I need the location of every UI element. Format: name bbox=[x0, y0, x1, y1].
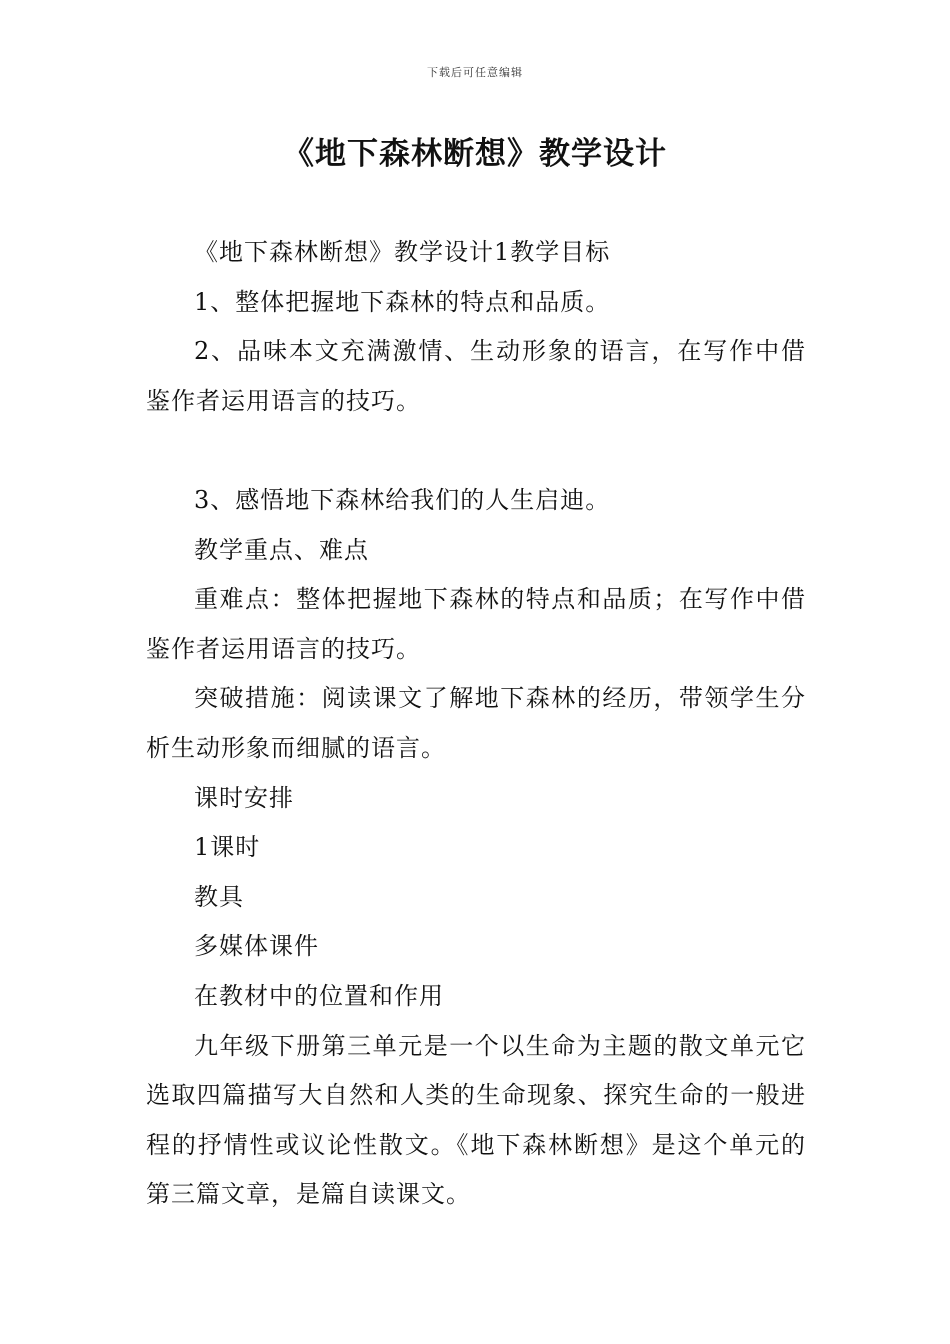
key-difficulties: 重难点：整体把握地下森林的特点和品质；在写作中借鉴作者运用语言的技巧。 bbox=[146, 585, 806, 663]
objective-2: 2、品味本文充满激情、生动形象的语言，在写作中借鉴作者运用语言的技巧。 bbox=[146, 337, 806, 415]
breakthrough-measures: 突破措施：阅读课文了解地下森林的经历，带领学生分析生动形象而细腻的语言。 bbox=[146, 684, 806, 762]
section-heading-tools: 教具 bbox=[194, 882, 244, 911]
section-heading-key-points: 教学重点、难点 bbox=[194, 535, 369, 564]
objective-3: 3、感悟地下森林给我们的人生启迪。 bbox=[194, 485, 611, 514]
section-heading-schedule: 课时安排 bbox=[194, 783, 294, 812]
section-heading-position: 在教材中的位置和作用 bbox=[194, 981, 444, 1010]
page-header-note: 下载后可任意编辑 bbox=[427, 66, 523, 79]
section-heading-objectives: 《地下森林断想》教学设计1教学目标 bbox=[194, 238, 611, 266]
objective-1: 1、整体把握地下森林的特点和品质。 bbox=[194, 287, 611, 316]
position-paragraph: 九年级下册第三单元是一个以生命为主题的散文单元它选取四篇描写大自然和人类的生命现象、探究生命的一般进程的抒情性或议论性散文。《地下森林断想》是这个单元的第三篇文章，是篇自读课文。 bbox=[146, 1031, 806, 1209]
schedule-value: 1课时 bbox=[194, 833, 261, 862]
document-body bbox=[146, 228, 806, 1220]
tools-value: 多媒体课件 bbox=[194, 932, 319, 961]
document-title: 《地下森林断想》教学设计 bbox=[283, 136, 667, 172]
